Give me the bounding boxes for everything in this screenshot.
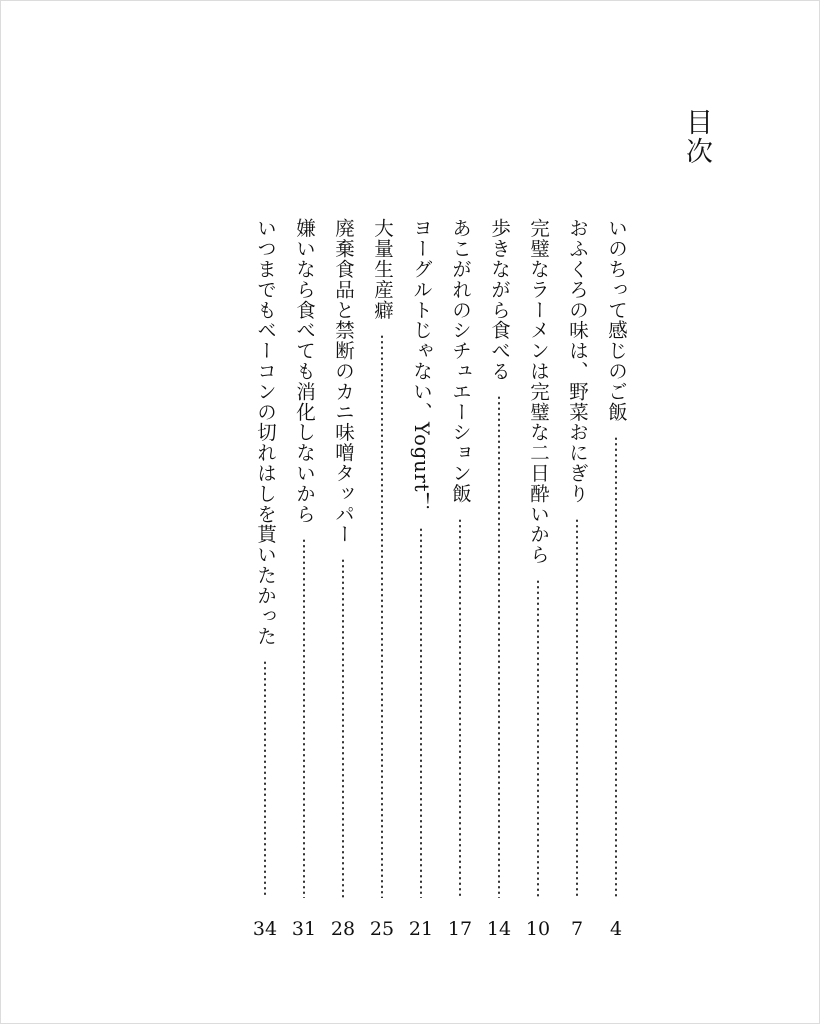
toc-entry-title: おふくろの味は、野菜おにぎり bbox=[566, 218, 589, 504]
toc-entry-title: いのちって感じのご飯 bbox=[605, 218, 628, 422]
toc-entry[interactable] bbox=[250, 218, 280, 898]
leader-dots bbox=[537, 579, 540, 898]
toc-entry-page: 14 bbox=[486, 918, 512, 940]
leader-dots bbox=[498, 395, 501, 898]
toc-entry[interactable] bbox=[562, 218, 592, 898]
toc-entry-title: ヨーグルトじゃない、Yogurt！ bbox=[410, 218, 433, 513]
toc-entry-page: 4 bbox=[609, 918, 623, 940]
toc-entry[interactable] bbox=[445, 218, 475, 898]
leader-dots bbox=[615, 436, 618, 898]
toc-entry-page: 21 bbox=[408, 918, 434, 940]
toc-entry-page: 17 bbox=[447, 918, 473, 940]
leader-dots bbox=[576, 518, 579, 898]
leader-dots bbox=[381, 334, 384, 898]
toc-entry-title: いつまでもベーコンの切れはしを貰いたかった bbox=[254, 218, 277, 647]
toc-entry-title: あこがれのシチュエーション飯 bbox=[449, 218, 472, 504]
toc-entry-page: 10 bbox=[525, 918, 551, 940]
leader-dots bbox=[303, 538, 306, 898]
toc-entry-title: 大量生産癖 bbox=[371, 218, 394, 320]
leader-dots bbox=[264, 660, 267, 898]
toc-entry[interactable] bbox=[601, 218, 631, 898]
leader-dots bbox=[459, 518, 462, 898]
toc-entry-page: 7 bbox=[570, 918, 584, 940]
toc-title: 目次 bbox=[681, 108, 712, 166]
leader-dots bbox=[342, 558, 345, 898]
toc-entry[interactable] bbox=[484, 218, 514, 898]
toc-entry-title: 歩きながら食べる bbox=[488, 218, 511, 382]
toc-entry-title: 嫌いなら食べても消化しないから bbox=[293, 218, 316, 524]
toc-entry-page: 34 bbox=[252, 918, 278, 940]
leader-dots bbox=[420, 527, 423, 898]
toc-entry[interactable] bbox=[328, 218, 358, 898]
toc-entry[interactable] bbox=[523, 218, 553, 898]
toc-entry-page: 28 bbox=[330, 918, 356, 940]
toc-entry-title: 廃棄食品と禁断のカニ味噌タッパー bbox=[332, 218, 355, 545]
toc-entry-page: 25 bbox=[369, 918, 395, 940]
toc-entry-title: 完璧なラーメンは完璧な二日酔いから bbox=[527, 218, 550, 565]
toc-entry-page: 31 bbox=[291, 918, 317, 940]
toc-entry[interactable] bbox=[406, 218, 436, 898]
toc-entry[interactable] bbox=[367, 218, 397, 898]
toc-entry[interactable] bbox=[289, 218, 319, 898]
